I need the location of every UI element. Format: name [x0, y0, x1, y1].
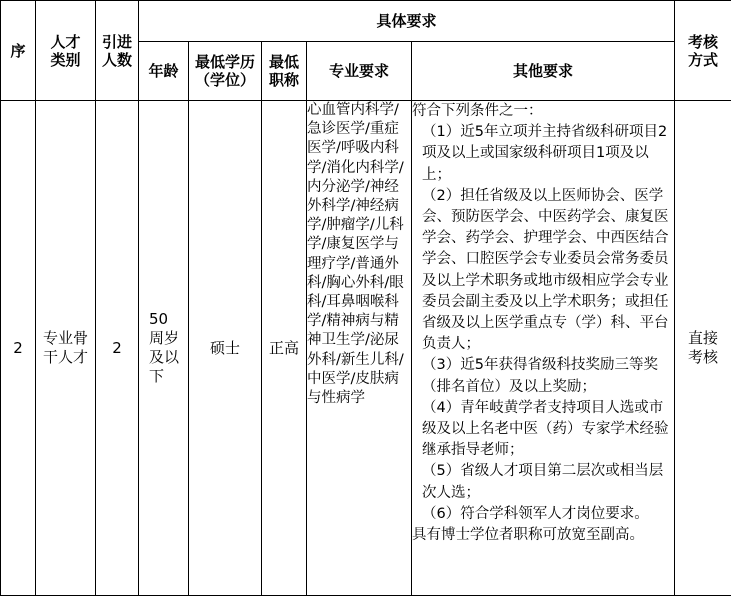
cell-other: [412, 101, 675, 596]
cell-age: 50周岁及以下: [139, 101, 189, 596]
header-requirements: 具体要求: [139, 1, 675, 42]
header-assessment: 考核方式: [675, 1, 731, 101]
cell-assessment: 直接考核: [675, 101, 731, 596]
header-age: 年龄: [139, 42, 189, 101]
other-condition-3: （3）近5年获得省级科技奖励三等奖（排名首位）及以上奖励；: [422, 357, 658, 395]
header-min-degree: 最低学历（学位）: [189, 42, 262, 101]
cell-degree: 硕士: [189, 101, 262, 596]
cell-seq: 2: [1, 101, 36, 596]
other-condition-5: （5）省级人才项目第二层次或相当层次人选；: [422, 463, 664, 501]
header-count: 引进人数: [96, 1, 139, 101]
header-seq: 序: [1, 1, 36, 101]
cell-talent-type: 专业骨干人才: [36, 101, 96, 596]
cell-count: 2: [96, 101, 139, 596]
other-condition-2: （2）担任省级及以上医师协会、医学会、预防医学会、中医药学会、康复医学会、药学会、护理学会、中西医结合学会、口腔医学会专业委员会常务委员及以上学术职务或地市级相应学会专业委员会副主委及以上学术职务；或担任省级及以上医学重点专（学）科、平台负责人；: [422, 187, 669, 353]
cell-major: 心血管内科学/急诊医学/重症医学/呼吸内科学/消化内科学/内分泌学/神经外科学/神经病学/肿瘤学/儿科学/康复医学与理疗学/普通外科/胸心外科/眼科/耳鼻咽喉科学/精神病与精神卫生学/泌尿外科/新生儿科/中医学/皮肤病与性病学: [307, 101, 412, 596]
header-talent-type: 人才类别: [36, 1, 96, 101]
other-condition-1: （1）近5年立项并主持省级科研项目2项及以上或国家级科研项目1项及以上；: [422, 124, 668, 183]
header-other: 其他要求: [412, 42, 675, 101]
other-condition-4: （4）青年岐黄学者支持项目人选或市级及以上名老中医（药）专家学术经验继承指导老师；: [422, 399, 669, 459]
other-intro: 符合下列条件之一：: [412, 103, 543, 119]
cell-title: 正高: [262, 101, 307, 596]
header-min-title: 最低职称: [262, 42, 307, 101]
other-condition-6: （6）符合学科领军人才岗位要求。: [422, 505, 649, 522]
header-major: 专业要求: [307, 42, 412, 101]
other-note: 具有博士学位者职称可放宽至副高。: [412, 527, 644, 544]
